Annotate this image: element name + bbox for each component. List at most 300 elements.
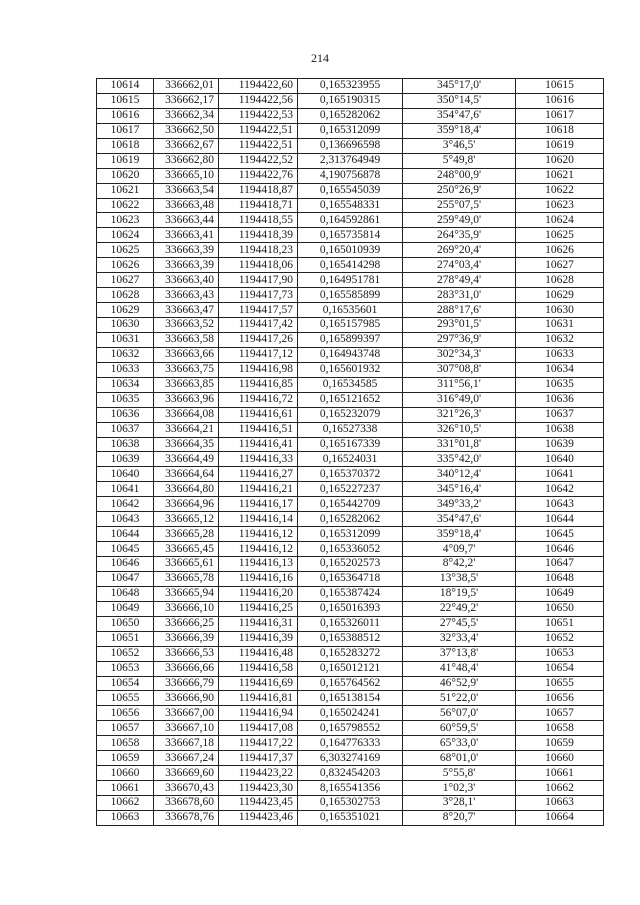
point-number-cell: 10663 xyxy=(97,810,154,825)
next-point-cell: 10648 xyxy=(516,571,604,586)
distance-cell: 0,165351021 xyxy=(298,810,403,825)
next-point-cell: 10618 xyxy=(516,123,604,138)
point-number-cell: 10622 xyxy=(97,198,154,213)
direction-angle-cell: 326°10,5' xyxy=(403,422,516,437)
x-coordinate-cell: 336666,90 xyxy=(154,691,219,706)
distance-cell: 0,136696598 xyxy=(298,138,403,153)
x-coordinate-cell: 336663,52 xyxy=(154,318,219,333)
y-coordinate-cell: 1194416,69 xyxy=(219,676,298,691)
table-row xyxy=(97,183,604,198)
y-coordinate-cell: 1194416,41 xyxy=(219,437,298,452)
table-row xyxy=(97,198,604,213)
y-coordinate-cell: 1194422,51 xyxy=(219,138,298,153)
table-row xyxy=(97,228,604,243)
direction-angle-cell: 37°13,8' xyxy=(403,646,516,661)
table-row xyxy=(97,108,604,123)
direction-angle-cell: 321°26,3' xyxy=(403,407,516,422)
point-number-cell: 10621 xyxy=(97,183,154,198)
next-point-cell: 10661 xyxy=(516,766,604,781)
distance-cell: 0,165326011 xyxy=(298,616,403,631)
direction-angle-cell: 288°17,6' xyxy=(403,303,516,318)
table-row xyxy=(97,168,604,183)
table-row xyxy=(97,332,604,347)
y-coordinate-cell: 1194416,27 xyxy=(219,467,298,482)
next-point-cell: 10625 xyxy=(516,228,604,243)
table-row xyxy=(97,691,604,706)
next-point-cell: 10639 xyxy=(516,437,604,452)
distance-cell: 0,165388512 xyxy=(298,631,403,646)
next-point-cell: 10628 xyxy=(516,273,604,288)
point-number-cell: 10628 xyxy=(97,288,154,303)
x-coordinate-cell: 336662,34 xyxy=(154,108,219,123)
distance-cell: 0,165323955 xyxy=(298,79,403,94)
point-number-cell: 10631 xyxy=(97,332,154,347)
direction-angle-cell: 283°31,0' xyxy=(403,288,516,303)
direction-angle-cell: 8°20,7' xyxy=(403,810,516,825)
point-number-cell: 10627 xyxy=(97,273,154,288)
x-coordinate-cell: 336663,44 xyxy=(154,213,219,228)
next-point-cell: 10633 xyxy=(516,347,604,362)
distance-cell: 0,16534585 xyxy=(298,377,403,392)
table-row xyxy=(97,273,604,288)
table-row xyxy=(97,512,604,527)
distance-cell: 0,165370372 xyxy=(298,467,403,482)
direction-angle-cell: 269°20,4' xyxy=(403,243,516,258)
x-coordinate-cell: 336663,39 xyxy=(154,258,219,273)
distance-cell: 0,165167339 xyxy=(298,437,403,452)
distance-cell: 0,165312099 xyxy=(298,123,403,138)
point-number-cell: 10625 xyxy=(97,243,154,258)
next-point-cell: 10658 xyxy=(516,721,604,736)
table-row xyxy=(97,542,604,557)
y-coordinate-cell: 1194416,33 xyxy=(219,452,298,467)
direction-angle-cell: 41°48,4' xyxy=(403,661,516,676)
direction-angle-cell: 259°49,0' xyxy=(403,213,516,228)
table-row xyxy=(97,482,604,497)
direction-angle-cell: 311°56,1' xyxy=(403,377,516,392)
point-number-cell: 10637 xyxy=(97,422,154,437)
y-coordinate-cell: 1194422,53 xyxy=(219,108,298,123)
direction-angle-cell: 302°34,3' xyxy=(403,347,516,362)
direction-angle-cell: 13°38,5' xyxy=(403,571,516,586)
direction-angle-cell: 68°01,0' xyxy=(403,751,516,766)
next-point-cell: 10643 xyxy=(516,497,604,512)
next-point-cell: 10664 xyxy=(516,810,604,825)
table-row xyxy=(97,467,604,482)
distance-cell: 0,16524031 xyxy=(298,452,403,467)
x-coordinate-cell: 336665,61 xyxy=(154,557,219,572)
point-number-cell: 10620 xyxy=(97,168,154,183)
direction-angle-cell: 3°28,1' xyxy=(403,796,516,811)
direction-angle-cell: 250°26,9' xyxy=(403,183,516,198)
distance-cell: 0,165202573 xyxy=(298,557,403,572)
x-coordinate-cell: 336662,01 xyxy=(154,79,219,94)
direction-angle-cell: 5°55,8' xyxy=(403,766,516,781)
table-row xyxy=(97,631,604,646)
direction-angle-cell: 46°52,9' xyxy=(403,676,516,691)
x-coordinate-cell: 336662,50 xyxy=(154,123,219,138)
distance-cell: 0,165585899 xyxy=(298,288,403,303)
table-row xyxy=(97,407,604,422)
next-point-cell: 10623 xyxy=(516,198,604,213)
y-coordinate-cell: 1194416,94 xyxy=(219,706,298,721)
x-coordinate-cell: 336663,75 xyxy=(154,362,219,377)
x-coordinate-cell: 336663,47 xyxy=(154,303,219,318)
y-coordinate-cell: 1194417,90 xyxy=(219,273,298,288)
distance-cell: 0,164776333 xyxy=(298,736,403,751)
direction-angle-cell: 345°17,0' xyxy=(403,79,516,94)
table-row xyxy=(97,766,604,781)
next-point-cell: 10631 xyxy=(516,318,604,333)
y-coordinate-cell: 1194422,51 xyxy=(219,123,298,138)
x-coordinate-cell: 336678,76 xyxy=(154,810,219,825)
direction-angle-cell: 274°03,4' xyxy=(403,258,516,273)
x-coordinate-cell: 336666,66 xyxy=(154,661,219,676)
y-coordinate-cell: 1194422,56 xyxy=(219,93,298,108)
point-number-cell: 10633 xyxy=(97,362,154,377)
point-number-cell: 10652 xyxy=(97,646,154,661)
table-row xyxy=(97,392,604,407)
table-row xyxy=(97,288,604,303)
direction-angle-cell: 307°08,8' xyxy=(403,362,516,377)
next-point-cell: 10651 xyxy=(516,616,604,631)
y-coordinate-cell: 1194416,51 xyxy=(219,422,298,437)
x-coordinate-cell: 336667,18 xyxy=(154,736,219,751)
next-point-cell: 10650 xyxy=(516,601,604,616)
x-coordinate-cell: 336664,21 xyxy=(154,422,219,437)
next-point-cell: 10654 xyxy=(516,661,604,676)
table-row xyxy=(97,362,604,377)
table-row xyxy=(97,123,604,138)
x-coordinate-cell: 336667,00 xyxy=(154,706,219,721)
point-number-cell: 10617 xyxy=(97,123,154,138)
table-row xyxy=(97,601,604,616)
distance-cell: 0,165387424 xyxy=(298,586,403,601)
table-row xyxy=(97,93,604,108)
table-row xyxy=(97,213,604,228)
direction-angle-cell: 278°49,4' xyxy=(403,273,516,288)
x-coordinate-cell: 336663,58 xyxy=(154,332,219,347)
table-row xyxy=(97,258,604,273)
point-number-cell: 10646 xyxy=(97,557,154,572)
x-coordinate-cell: 336663,48 xyxy=(154,198,219,213)
point-number-cell: 10662 xyxy=(97,796,154,811)
table-row xyxy=(97,751,604,766)
direction-angle-cell: 316°49,0' xyxy=(403,392,516,407)
point-number-cell: 10636 xyxy=(97,407,154,422)
distance-cell: 2,313764949 xyxy=(298,153,403,168)
point-number-cell: 10614 xyxy=(97,79,154,94)
direction-angle-cell: 32°33,4' xyxy=(403,631,516,646)
distance-cell: 0,165190315 xyxy=(298,93,403,108)
y-coordinate-cell: 1194418,87 xyxy=(219,183,298,198)
distance-cell: 0,165010939 xyxy=(298,243,403,258)
distance-cell: 0,165012121 xyxy=(298,661,403,676)
next-point-cell: 10649 xyxy=(516,586,604,601)
direction-angle-cell: 248°00,9' xyxy=(403,168,516,183)
point-number-cell: 10651 xyxy=(97,631,154,646)
y-coordinate-cell: 1194416,39 xyxy=(219,631,298,646)
y-coordinate-cell: 1194422,60 xyxy=(219,79,298,94)
direction-angle-cell: 340°12,4' xyxy=(403,467,516,482)
y-coordinate-cell: 1194416,12 xyxy=(219,527,298,542)
next-point-cell: 10636 xyxy=(516,392,604,407)
x-coordinate-cell: 336666,53 xyxy=(154,646,219,661)
y-coordinate-cell: 1194416,61 xyxy=(219,407,298,422)
table-row xyxy=(97,557,604,572)
direction-angle-cell: 264°35,9' xyxy=(403,228,516,243)
point-number-cell: 10661 xyxy=(97,781,154,796)
x-coordinate-cell: 336666,25 xyxy=(154,616,219,631)
direction-angle-cell: 8°42,2' xyxy=(403,557,516,572)
next-point-cell: 10634 xyxy=(516,362,604,377)
point-number-cell: 10655 xyxy=(97,691,154,706)
table-row xyxy=(97,571,604,586)
x-coordinate-cell: 336664,96 xyxy=(154,497,219,512)
next-point-cell: 10662 xyxy=(516,781,604,796)
point-number-cell: 10632 xyxy=(97,347,154,362)
direction-angle-cell: 350°14,5' xyxy=(403,93,516,108)
distance-cell: 0,165282062 xyxy=(298,512,403,527)
distance-cell: 0,165312099 xyxy=(298,527,403,542)
y-coordinate-cell: 1194417,42 xyxy=(219,318,298,333)
x-coordinate-cell: 336667,10 xyxy=(154,721,219,736)
point-number-cell: 10624 xyxy=(97,228,154,243)
direction-angle-cell: 22°49,2' xyxy=(403,601,516,616)
distance-cell: 0,165302753 xyxy=(298,796,403,811)
y-coordinate-cell: 1194416,20 xyxy=(219,586,298,601)
table-row xyxy=(97,527,604,542)
point-number-cell: 10653 xyxy=(97,661,154,676)
y-coordinate-cell: 1194416,58 xyxy=(219,661,298,676)
point-number-cell: 10654 xyxy=(97,676,154,691)
distance-cell: 0,165601932 xyxy=(298,362,403,377)
next-point-cell: 10619 xyxy=(516,138,604,153)
point-number-cell: 10659 xyxy=(97,751,154,766)
y-coordinate-cell: 1194417,12 xyxy=(219,347,298,362)
direction-angle-cell: 331°01,8' xyxy=(403,437,516,452)
y-coordinate-cell: 1194417,26 xyxy=(219,332,298,347)
direction-angle-cell: 255°07,5' xyxy=(403,198,516,213)
next-point-cell: 10655 xyxy=(516,676,604,691)
distance-cell: 0,165016393 xyxy=(298,601,403,616)
y-coordinate-cell: 1194417,37 xyxy=(219,751,298,766)
table-row xyxy=(97,497,604,512)
x-coordinate-cell: 336663,40 xyxy=(154,273,219,288)
distance-cell: 0,165442709 xyxy=(298,497,403,512)
distance-cell: 0,165364718 xyxy=(298,571,403,586)
distance-cell: 0,165157985 xyxy=(298,318,403,333)
distance-cell: 0,165282062 xyxy=(298,108,403,123)
point-number-cell: 10645 xyxy=(97,542,154,557)
y-coordinate-cell: 1194418,55 xyxy=(219,213,298,228)
x-coordinate-cell: 336662,67 xyxy=(154,138,219,153)
distance-cell: 0,165548331 xyxy=(298,198,403,213)
direction-angle-cell: 1°02,3' xyxy=(403,781,516,796)
point-number-cell: 10623 xyxy=(97,213,154,228)
point-number-cell: 10640 xyxy=(97,467,154,482)
next-point-cell: 10659 xyxy=(516,736,604,751)
distance-cell: 0,165545039 xyxy=(298,183,403,198)
y-coordinate-cell: 1194417,73 xyxy=(219,288,298,303)
x-coordinate-cell: 336664,64 xyxy=(154,467,219,482)
point-number-cell: 10642 xyxy=(97,497,154,512)
x-coordinate-cell: 336663,39 xyxy=(154,243,219,258)
distance-cell: 4,190756878 xyxy=(298,168,403,183)
table-row xyxy=(97,586,604,601)
distance-cell: 0,165024241 xyxy=(298,706,403,721)
point-number-cell: 10649 xyxy=(97,601,154,616)
x-coordinate-cell: 336666,79 xyxy=(154,676,219,691)
table-row xyxy=(97,452,604,467)
next-point-cell: 10652 xyxy=(516,631,604,646)
direction-angle-cell: 65°33,0' xyxy=(403,736,516,751)
x-coordinate-cell: 336665,10 xyxy=(154,168,219,183)
y-coordinate-cell: 1194418,06 xyxy=(219,258,298,273)
point-number-cell: 10660 xyxy=(97,766,154,781)
point-number-cell: 10650 xyxy=(97,616,154,631)
x-coordinate-cell: 336664,35 xyxy=(154,437,219,452)
distance-cell: 0,165227237 xyxy=(298,482,403,497)
y-coordinate-cell: 1194416,85 xyxy=(219,377,298,392)
direction-angle-cell: 297°36,9' xyxy=(403,332,516,347)
table-row xyxy=(97,781,604,796)
y-coordinate-cell: 1194417,08 xyxy=(219,721,298,736)
direction-angle-cell: 345°16,4' xyxy=(403,482,516,497)
coordinates-table xyxy=(96,78,604,826)
x-coordinate-cell: 336665,94 xyxy=(154,586,219,601)
direction-angle-cell: 5°49,8' xyxy=(403,153,516,168)
direction-angle-cell: 354°47,6' xyxy=(403,108,516,123)
next-point-cell: 10617 xyxy=(516,108,604,123)
x-coordinate-cell: 336666,10 xyxy=(154,601,219,616)
x-coordinate-cell: 336678,60 xyxy=(154,796,219,811)
x-coordinate-cell: 336664,49 xyxy=(154,452,219,467)
distance-cell: 0,165735814 xyxy=(298,228,403,243)
direction-angle-cell: 3°46,5' xyxy=(403,138,516,153)
distance-cell: 0,165798552 xyxy=(298,721,403,736)
point-number-cell: 10635 xyxy=(97,392,154,407)
x-coordinate-cell: 336664,80 xyxy=(154,482,219,497)
y-coordinate-cell: 1194416,21 xyxy=(219,482,298,497)
next-point-cell: 10653 xyxy=(516,646,604,661)
next-point-cell: 10641 xyxy=(516,467,604,482)
direction-angle-cell: 359°18,4' xyxy=(403,527,516,542)
x-coordinate-cell: 336663,43 xyxy=(154,288,219,303)
point-number-cell: 10619 xyxy=(97,153,154,168)
y-coordinate-cell: 1194423,22 xyxy=(219,766,298,781)
next-point-cell: 10620 xyxy=(516,153,604,168)
table-row xyxy=(97,437,604,452)
x-coordinate-cell: 336670,43 xyxy=(154,781,219,796)
direction-angle-cell: 27°45,5' xyxy=(403,616,516,631)
y-coordinate-cell: 1194418,23 xyxy=(219,243,298,258)
next-point-cell: 10660 xyxy=(516,751,604,766)
next-point-cell: 10627 xyxy=(516,258,604,273)
distance-cell: 0,165414298 xyxy=(298,258,403,273)
next-point-cell: 10645 xyxy=(516,527,604,542)
table-row xyxy=(97,810,604,825)
next-point-cell: 10621 xyxy=(516,168,604,183)
point-number-cell: 10638 xyxy=(97,437,154,452)
y-coordinate-cell: 1194418,71 xyxy=(219,198,298,213)
table-body xyxy=(97,79,604,826)
table-row xyxy=(97,243,604,258)
next-point-cell: 10632 xyxy=(516,332,604,347)
page-number: 214 xyxy=(311,51,329,65)
x-coordinate-cell: 336663,54 xyxy=(154,183,219,198)
next-point-cell: 10616 xyxy=(516,93,604,108)
point-number-cell: 10658 xyxy=(97,736,154,751)
distance-cell: 0,165899397 xyxy=(298,332,403,347)
distance-cell: 0,165138154 xyxy=(298,691,403,706)
next-point-cell: 10663 xyxy=(516,796,604,811)
point-number-cell: 10634 xyxy=(97,377,154,392)
point-number-cell: 10626 xyxy=(97,258,154,273)
direction-angle-cell: 60°59,5' xyxy=(403,721,516,736)
direction-angle-cell: 51°22,0' xyxy=(403,691,516,706)
next-point-cell: 10624 xyxy=(516,213,604,228)
next-point-cell: 10629 xyxy=(516,288,604,303)
point-number-cell: 10647 xyxy=(97,571,154,586)
direction-angle-cell: 293°01,5' xyxy=(403,318,516,333)
x-coordinate-cell: 336663,41 xyxy=(154,228,219,243)
y-coordinate-cell: 1194416,17 xyxy=(219,497,298,512)
table-row xyxy=(97,706,604,721)
distance-cell: 0,16527338 xyxy=(298,422,403,437)
y-coordinate-cell: 1194416,14 xyxy=(219,512,298,527)
table-row xyxy=(97,318,604,333)
y-coordinate-cell: 1194416,48 xyxy=(219,646,298,661)
table-row xyxy=(97,736,604,751)
next-point-cell: 10637 xyxy=(516,407,604,422)
next-point-cell: 10638 xyxy=(516,422,604,437)
point-number-cell: 10630 xyxy=(97,318,154,333)
next-point-cell: 10647 xyxy=(516,557,604,572)
x-coordinate-cell: 336664,08 xyxy=(154,407,219,422)
next-point-cell: 10640 xyxy=(516,452,604,467)
direction-angle-cell: 56°07,0' xyxy=(403,706,516,721)
x-coordinate-cell: 336663,96 xyxy=(154,392,219,407)
distance-cell: 8,165541356 xyxy=(298,781,403,796)
y-coordinate-cell: 1194423,30 xyxy=(219,781,298,796)
y-coordinate-cell: 1194417,22 xyxy=(219,736,298,751)
y-coordinate-cell: 1194423,46 xyxy=(219,810,298,825)
distance-cell: 0,16535601 xyxy=(298,303,403,318)
table-row xyxy=(97,676,604,691)
point-number-cell: 10643 xyxy=(97,512,154,527)
distance-cell: 0,832454203 xyxy=(298,766,403,781)
next-point-cell: 10657 xyxy=(516,706,604,721)
point-number-cell: 10641 xyxy=(97,482,154,497)
y-coordinate-cell: 1194416,13 xyxy=(219,557,298,572)
x-coordinate-cell: 336663,66 xyxy=(154,347,219,362)
x-coordinate-cell: 336669,60 xyxy=(154,766,219,781)
distance-cell: 0,165283272 xyxy=(298,646,403,661)
direction-angle-cell: 335°42,0' xyxy=(403,452,516,467)
y-coordinate-cell: 1194418,39 xyxy=(219,228,298,243)
x-coordinate-cell: 336666,39 xyxy=(154,631,219,646)
distance-cell: 0,165764562 xyxy=(298,676,403,691)
table-row xyxy=(97,721,604,736)
point-number-cell: 10657 xyxy=(97,721,154,736)
x-coordinate-cell: 336663,85 xyxy=(154,377,219,392)
distance-cell: 0,165121652 xyxy=(298,392,403,407)
direction-angle-cell: 349°33,2' xyxy=(403,497,516,512)
x-coordinate-cell: 336665,45 xyxy=(154,542,219,557)
next-point-cell: 10646 xyxy=(516,542,604,557)
next-point-cell: 10630 xyxy=(516,303,604,318)
